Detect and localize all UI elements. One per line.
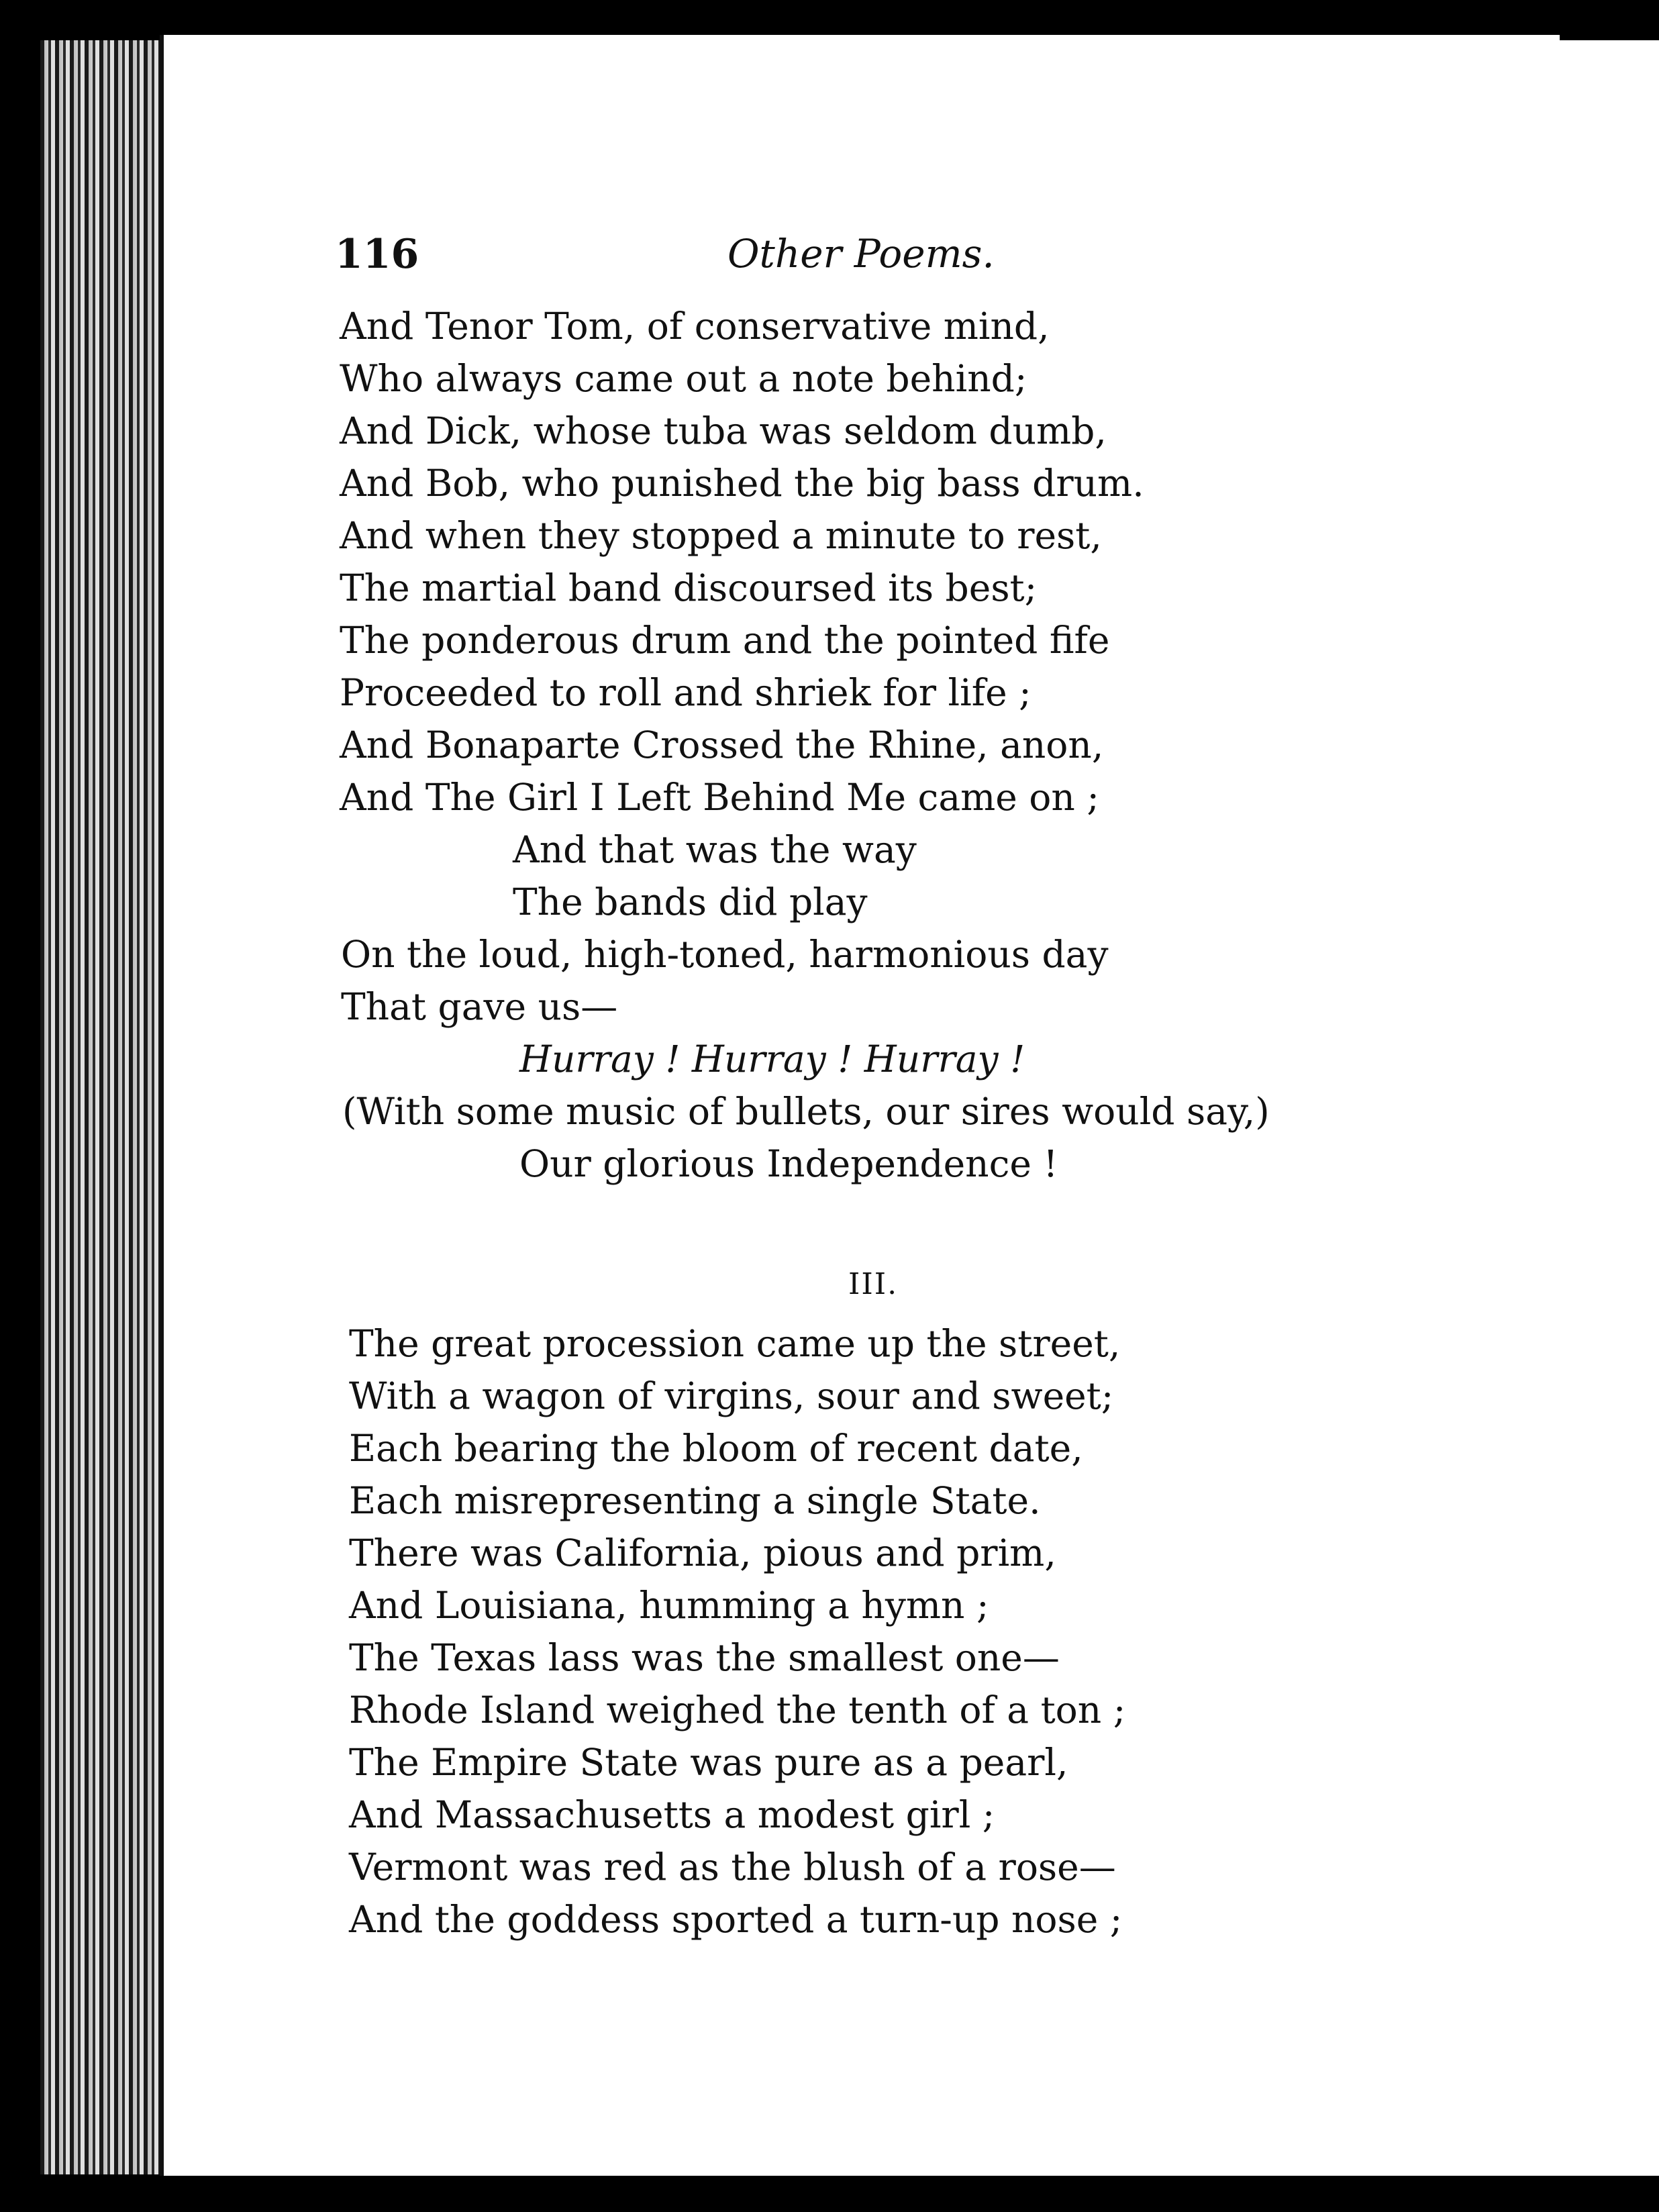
poem-line: (With some music of bullets, our sires would say,) — [342, 1090, 1270, 1133]
poem-line: Proceeded to roll and shriek for life ; — [340, 671, 1032, 714]
poem-line: Each misrepresenting a single State. — [349, 1479, 1041, 1522]
running-title: Other Poems. — [727, 231, 995, 276]
poem-line: There was California, pious and prim, — [349, 1531, 1056, 1574]
poem-line: And Bob, who punished the big bass drum. — [340, 462, 1144, 505]
poem-line: The martial band discoursed its best; — [340, 566, 1038, 609]
poem-line: The ponderous drum and the pointed fife — [340, 619, 1110, 662]
scan-bottom-border — [0, 2176, 1659, 2212]
poem-line-indented: And that was the way — [513, 828, 917, 871]
poem-line: That gave us— — [341, 985, 618, 1028]
book-page-edges — [40, 40, 168, 2174]
poem-line: Vermont was red as the blush of a rose— — [349, 1846, 1116, 1889]
poem-line: And Bonaparte Crossed the Rhine, anon, — [340, 723, 1104, 766]
page-header — [164, 231, 1560, 291]
section-numeral: III. — [848, 1267, 899, 1301]
poem-line: The great procession came up the street, — [349, 1322, 1121, 1365]
book-page — [160, 35, 1560, 2176]
poem-line: And Dick, whose tuba was seldom dumb, — [340, 409, 1107, 452]
poem-line: The Empire State was pure as a pearl, — [349, 1741, 1068, 1784]
poem-line-indented: The bands did play — [513, 881, 868, 923]
poem-line: And The Girl I Left Behind Me came on ; — [340, 776, 1099, 819]
poem-line: The Texas lass was the smallest one— — [349, 1636, 1060, 1679]
poem-line: And the goddess sported a turn-up nose ; — [349, 1898, 1123, 1941]
poem-line: And Massachusetts a modest girl ; — [349, 1793, 995, 1836]
poem-line: And Tenor Tom, of conservative mind, — [340, 305, 1050, 348]
poem-line: And when they stopped a minute to rest, — [340, 514, 1102, 557]
page-number: 116 — [335, 231, 419, 278]
poem-line: With a wagon of virgins, sour and sweet; — [349, 1374, 1114, 1417]
poem-line: Each bearing the bloom of recent date, — [349, 1427, 1083, 1470]
poem-line-indented: Our glorious Independence ! — [519, 1142, 1058, 1185]
poem-line: Who always came out a note behind; — [340, 357, 1027, 400]
poem-line: On the loud, high-toned, harmonious day — [341, 933, 1109, 976]
poem-line-italic-refrain: Hurray ! Hurray ! Hurray ! — [519, 1038, 1025, 1080]
poem-line: And Louisiana, humming a hymn ; — [349, 1584, 989, 1627]
poem-line: Rhode Island weighed the tenth of a ton ; — [349, 1689, 1126, 1731]
